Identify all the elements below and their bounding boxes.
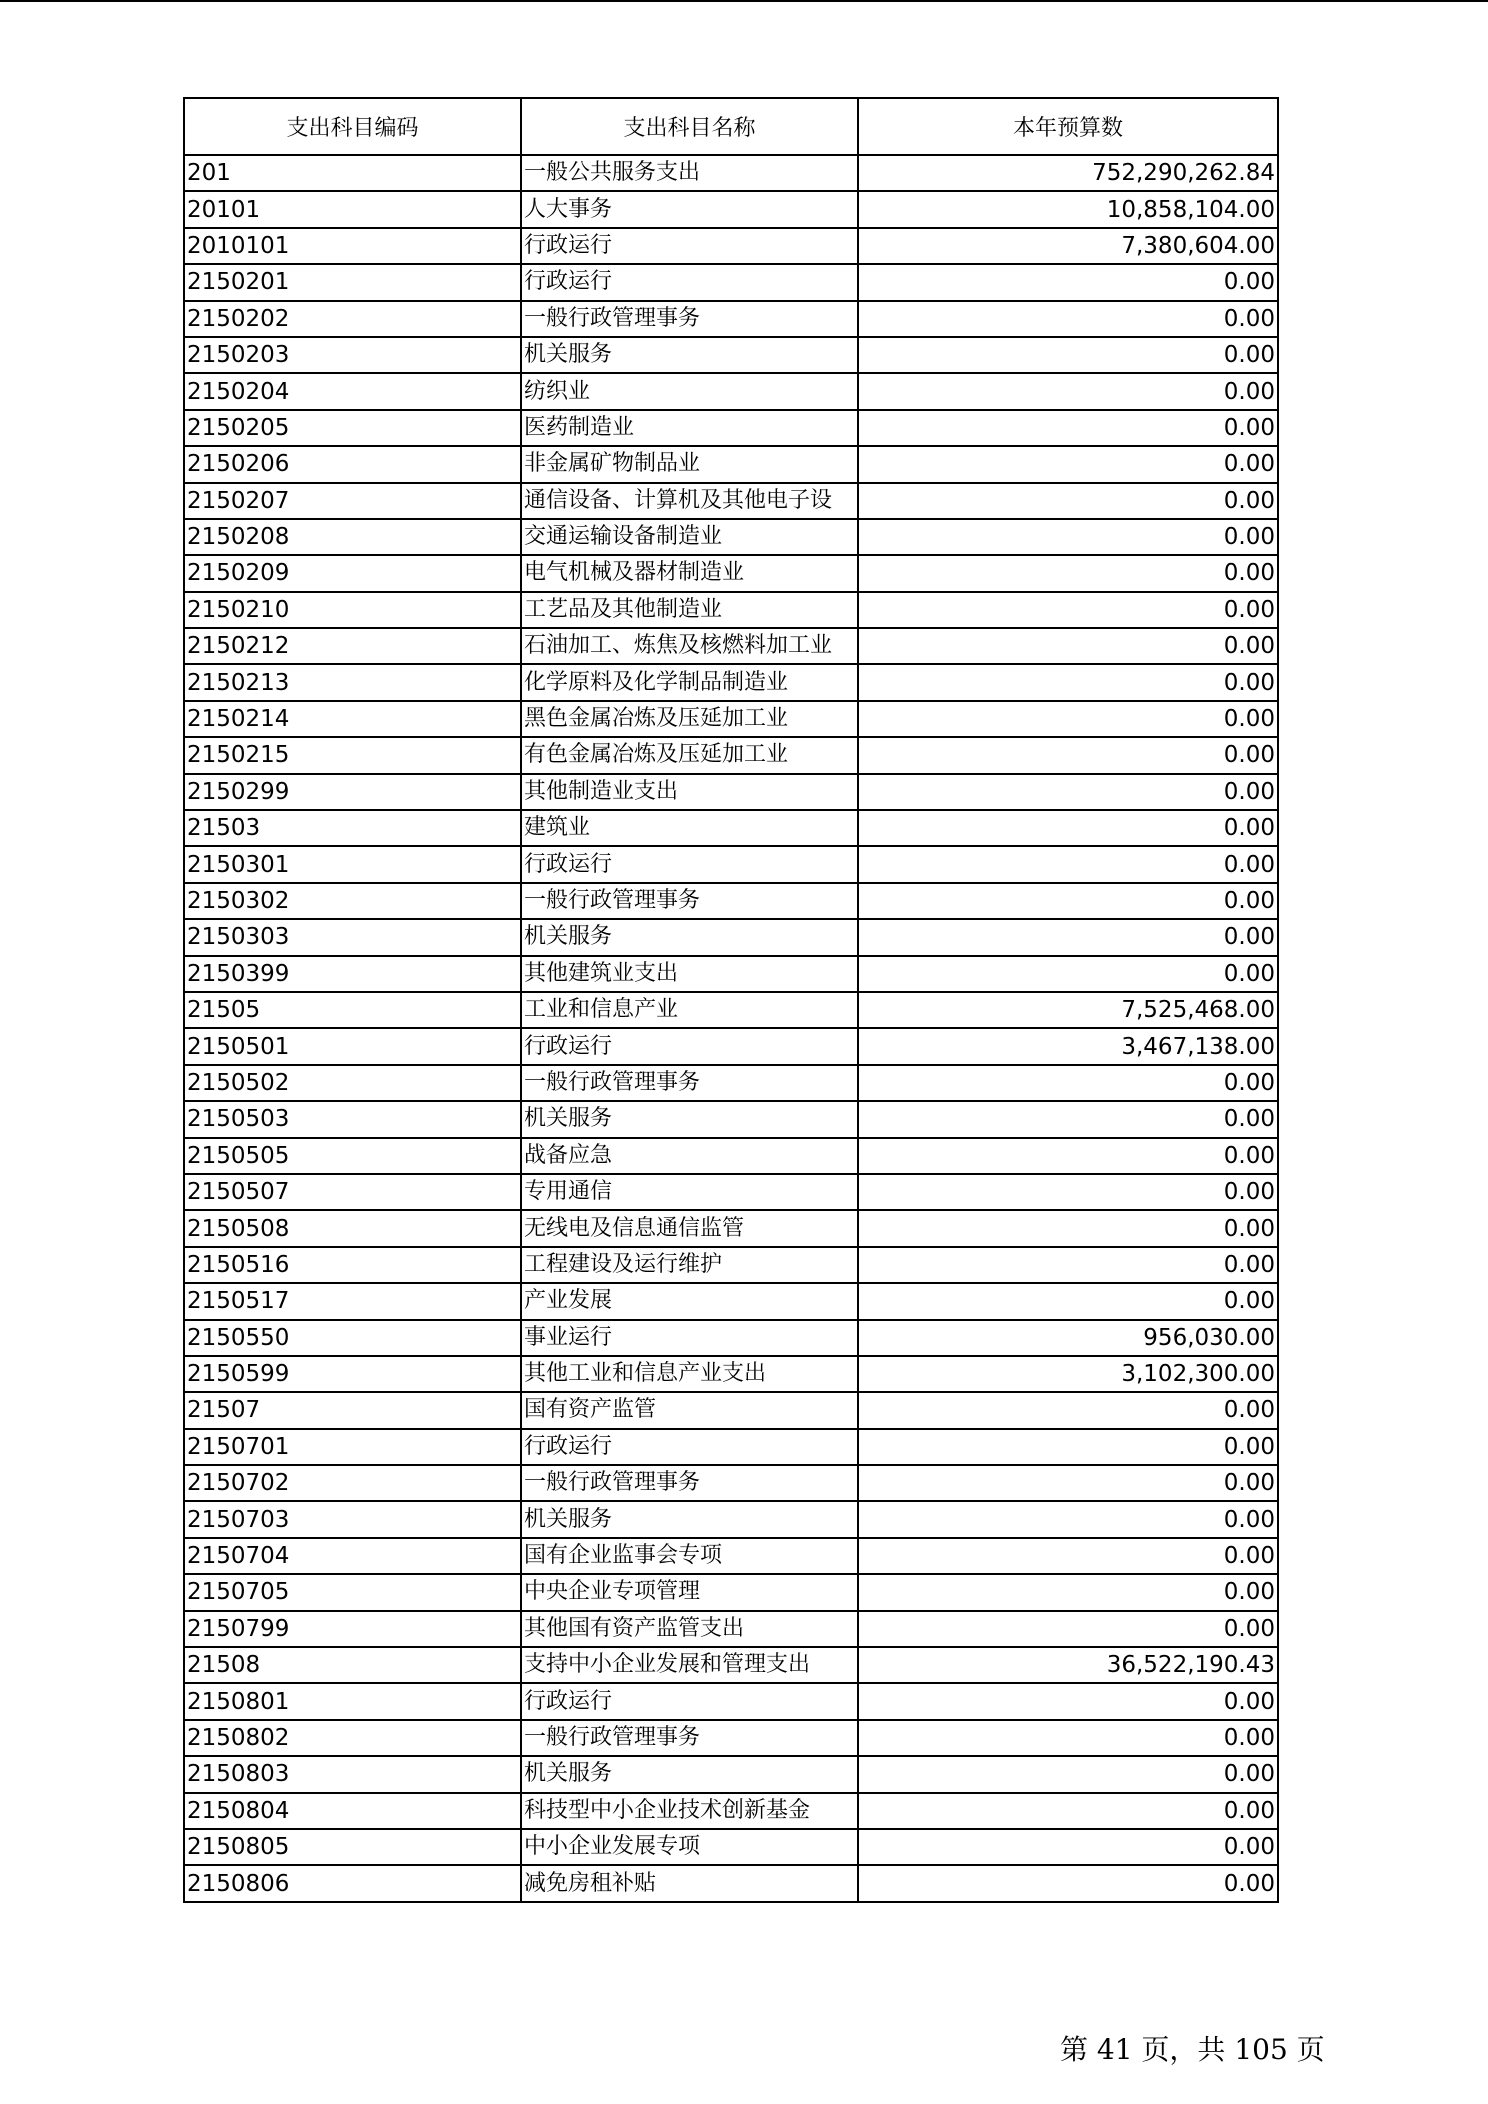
code-cell: 2150501 xyxy=(184,1028,521,1064)
amount-cell: 0.00 xyxy=(858,883,1278,919)
table-row xyxy=(184,1320,1278,1356)
name-cell: 机关服务 xyxy=(521,1756,858,1792)
amount-cell: 0.00 xyxy=(858,664,1278,700)
table-row xyxy=(184,483,1278,519)
name-cell: 一般行政管理事务 xyxy=(521,301,858,337)
amount-cell: 0.00 xyxy=(858,446,1278,482)
code-cell: 2150705 xyxy=(184,1574,521,1610)
name-cell: 一般行政管理事务 xyxy=(521,1720,858,1756)
amount-cell: 0.00 xyxy=(858,919,1278,955)
table-row xyxy=(184,1793,1278,1829)
amount-cell: 0.00 xyxy=(858,592,1278,628)
table-row xyxy=(184,1647,1278,1683)
table-row xyxy=(184,1065,1278,1101)
amount-cell: 3,102,300.00 xyxy=(858,1356,1278,1392)
name-cell: 一般行政管理事务 xyxy=(521,1465,858,1501)
name-cell: 行政运行 xyxy=(521,1683,858,1719)
amount-cell: 0.00 xyxy=(858,701,1278,737)
name-cell: 黑色金属冶炼及压延加工业 xyxy=(521,701,858,737)
code-cell: 2150508 xyxy=(184,1210,521,1246)
name-cell: 中央企业专项管理 xyxy=(521,1574,858,1610)
code-cell: 2150516 xyxy=(184,1247,521,1283)
name-cell: 行政运行 xyxy=(521,1429,858,1465)
table-row xyxy=(184,846,1278,882)
name-cell: 其他制造业支出 xyxy=(521,774,858,810)
header-code: 支出科目编码 xyxy=(184,98,521,155)
amount-cell: 0.00 xyxy=(858,737,1278,773)
amount-cell: 36,522,190.43 xyxy=(858,1647,1278,1683)
code-cell: 2150507 xyxy=(184,1174,521,1210)
code-cell: 2150205 xyxy=(184,410,521,446)
amount-cell: 0.00 xyxy=(858,1683,1278,1719)
code-cell: 2150703 xyxy=(184,1501,521,1537)
amount-cell: 0.00 xyxy=(858,846,1278,882)
amount-cell: 0.00 xyxy=(858,1501,1278,1537)
code-cell: 2150202 xyxy=(184,301,521,337)
name-cell: 减免房租补贴 xyxy=(521,1865,858,1901)
code-cell: 2010101 xyxy=(184,228,521,264)
amount-cell: 0.00 xyxy=(858,373,1278,409)
name-cell: 国有企业监事会专项 xyxy=(521,1538,858,1574)
amount-cell: 0.00 xyxy=(858,1138,1278,1174)
code-cell: 2150303 xyxy=(184,919,521,955)
amount-cell: 0.00 xyxy=(858,1392,1278,1428)
table-row xyxy=(184,1574,1278,1610)
code-cell: 21503 xyxy=(184,810,521,846)
code-cell: 2150214 xyxy=(184,701,521,737)
code-cell: 21508 xyxy=(184,1647,521,1683)
amount-cell: 0.00 xyxy=(858,774,1278,810)
name-cell: 产业发展 xyxy=(521,1283,858,1319)
table-row xyxy=(184,1028,1278,1064)
amount-cell: 0.00 xyxy=(858,337,1278,373)
name-cell: 电气机械及器材制造业 xyxy=(521,555,858,591)
table-row xyxy=(184,737,1278,773)
table-row xyxy=(184,228,1278,264)
table-row xyxy=(184,1501,1278,1537)
table-row xyxy=(184,1247,1278,1283)
amount-cell: 0.00 xyxy=(858,1429,1278,1465)
amount-cell: 0.00 xyxy=(858,956,1278,992)
amount-cell: 0.00 xyxy=(858,264,1278,300)
code-cell: 2150210 xyxy=(184,592,521,628)
table-row xyxy=(184,1465,1278,1501)
table-row xyxy=(184,1101,1278,1137)
table-row xyxy=(184,301,1278,337)
amount-cell: 0.00 xyxy=(858,555,1278,591)
table-row xyxy=(184,1720,1278,1756)
table-row xyxy=(184,701,1278,737)
table-row xyxy=(184,810,1278,846)
code-cell: 2150301 xyxy=(184,846,521,882)
code-cell: 2150503 xyxy=(184,1101,521,1137)
amount-cell: 0.00 xyxy=(858,1865,1278,1901)
code-cell: 2150208 xyxy=(184,519,521,555)
table-row xyxy=(184,1865,1278,1901)
name-cell: 机关服务 xyxy=(521,337,858,373)
name-cell: 中小企业发展专项 xyxy=(521,1829,858,1865)
name-cell: 纺织业 xyxy=(521,373,858,409)
code-cell: 21507 xyxy=(184,1392,521,1428)
amount-cell: 0.00 xyxy=(858,301,1278,337)
amount-cell: 0.00 xyxy=(858,1574,1278,1610)
amount-cell: 0.00 xyxy=(858,1065,1278,1101)
table-row xyxy=(184,1611,1278,1647)
code-cell: 2150204 xyxy=(184,373,521,409)
amount-cell: 0.00 xyxy=(858,810,1278,846)
name-cell: 石油加工、炼焦及核燃料加工业 xyxy=(521,628,858,664)
amount-cell: 0.00 xyxy=(858,628,1278,664)
table-row xyxy=(184,446,1278,482)
table-row xyxy=(184,1683,1278,1719)
amount-cell: 0.00 xyxy=(858,410,1278,446)
code-cell: 2150302 xyxy=(184,883,521,919)
table-row xyxy=(184,992,1278,1028)
name-cell: 行政运行 xyxy=(521,1028,858,1064)
code-cell: 2150213 xyxy=(184,664,521,700)
code-cell: 2150801 xyxy=(184,1683,521,1719)
code-cell: 2150206 xyxy=(184,446,521,482)
table-row xyxy=(184,1356,1278,1392)
amount-cell: 752,290,262.84 xyxy=(858,155,1278,191)
code-cell: 2150212 xyxy=(184,628,521,664)
name-cell: 工艺品及其他制造业 xyxy=(521,592,858,628)
name-cell: 机关服务 xyxy=(521,1501,858,1537)
table-row xyxy=(184,1429,1278,1465)
code-cell: 2150803 xyxy=(184,1756,521,1792)
name-cell: 无线电及信息通信监管 xyxy=(521,1210,858,1246)
name-cell: 人大事务 xyxy=(521,191,858,227)
name-cell: 国有资产监管 xyxy=(521,1392,858,1428)
table-row xyxy=(184,774,1278,810)
name-cell: 化学原料及化学制品制造业 xyxy=(521,664,858,700)
name-cell: 专用通信 xyxy=(521,1174,858,1210)
table-row xyxy=(184,519,1278,555)
code-cell: 2150299 xyxy=(184,774,521,810)
amount-cell: 956,030.00 xyxy=(858,1320,1278,1356)
name-cell: 建筑业 xyxy=(521,810,858,846)
code-cell: 2150599 xyxy=(184,1356,521,1392)
page-number: 第 41 页，共 105 页 xyxy=(1060,2033,1325,2066)
name-cell: 医药制造业 xyxy=(521,410,858,446)
table-row xyxy=(184,373,1278,409)
code-cell: 2150805 xyxy=(184,1829,521,1865)
name-cell: 交通运输设备制造业 xyxy=(521,519,858,555)
amount-cell: 0.00 xyxy=(858,1247,1278,1283)
code-cell: 2150215 xyxy=(184,737,521,773)
table-row xyxy=(184,919,1278,955)
amount-cell: 3,467,138.00 xyxy=(858,1028,1278,1064)
amount-cell: 7,525,468.00 xyxy=(858,992,1278,1028)
code-cell: 2150701 xyxy=(184,1429,521,1465)
table-row xyxy=(184,1829,1278,1865)
table-row xyxy=(184,1174,1278,1210)
code-cell: 2150804 xyxy=(184,1793,521,1829)
name-cell: 行政运行 xyxy=(521,846,858,882)
amount-cell: 0.00 xyxy=(858,1611,1278,1647)
table-row xyxy=(184,264,1278,300)
code-cell: 2150502 xyxy=(184,1065,521,1101)
table-row xyxy=(184,664,1278,700)
code-cell: 2150505 xyxy=(184,1138,521,1174)
table-row xyxy=(184,191,1278,227)
amount-cell: 0.00 xyxy=(858,1793,1278,1829)
name-cell: 工业和信息产业 xyxy=(521,992,858,1028)
name-cell: 事业运行 xyxy=(521,1320,858,1356)
amount-cell: 7,380,604.00 xyxy=(858,228,1278,264)
code-cell: 2150209 xyxy=(184,555,521,591)
name-cell: 一般行政管理事务 xyxy=(521,883,858,919)
amount-cell: 10,858,104.00 xyxy=(858,191,1278,227)
table-row xyxy=(184,628,1278,664)
budget-table xyxy=(183,97,1279,1903)
table-row xyxy=(184,337,1278,373)
name-cell: 其他国有资产监管支出 xyxy=(521,1611,858,1647)
code-cell: 201 xyxy=(184,155,521,191)
table-row xyxy=(184,1210,1278,1246)
code-cell: 2150806 xyxy=(184,1865,521,1901)
amount-cell: 0.00 xyxy=(858,1283,1278,1319)
table-header-row xyxy=(184,98,1278,155)
header-name: 支出科目名称 xyxy=(521,98,858,155)
amount-cell: 0.00 xyxy=(858,1210,1278,1246)
name-cell: 工程建设及运行维护 xyxy=(521,1247,858,1283)
name-cell: 一般公共服务支出 xyxy=(521,155,858,191)
name-cell: 一般行政管理事务 xyxy=(521,1065,858,1101)
code-cell: 2150399 xyxy=(184,956,521,992)
top-border-line xyxy=(0,0,1488,2)
table-row xyxy=(184,1538,1278,1574)
code-cell: 2150207 xyxy=(184,483,521,519)
code-cell: 21505 xyxy=(184,992,521,1028)
table-row xyxy=(184,410,1278,446)
name-cell: 其他工业和信息产业支出 xyxy=(521,1356,858,1392)
table-row xyxy=(184,1392,1278,1428)
table-row xyxy=(184,1756,1278,1792)
code-cell: 20101 xyxy=(184,191,521,227)
amount-cell: 0.00 xyxy=(858,519,1278,555)
name-cell: 机关服务 xyxy=(521,1101,858,1137)
table-row xyxy=(184,883,1278,919)
code-cell: 2150799 xyxy=(184,1611,521,1647)
name-cell: 科技型中小企业技术创新基金 xyxy=(521,1793,858,1829)
name-cell: 行政运行 xyxy=(521,228,858,264)
name-cell: 通信设备、计算机及其他电子设 xyxy=(521,483,858,519)
name-cell: 有色金属冶炼及压延加工业 xyxy=(521,737,858,773)
table-row xyxy=(184,592,1278,628)
header-amount: 本年预算数 xyxy=(858,98,1278,155)
name-cell: 战备应急 xyxy=(521,1138,858,1174)
amount-cell: 0.00 xyxy=(858,483,1278,519)
code-cell: 2150550 xyxy=(184,1320,521,1356)
amount-cell: 0.00 xyxy=(858,1465,1278,1501)
table-body xyxy=(184,155,1278,1902)
code-cell: 2150201 xyxy=(184,264,521,300)
amount-cell: 0.00 xyxy=(858,1101,1278,1137)
amount-cell: 0.00 xyxy=(858,1720,1278,1756)
code-cell: 2150517 xyxy=(184,1283,521,1319)
code-cell: 2150704 xyxy=(184,1538,521,1574)
table-row xyxy=(184,1138,1278,1174)
name-cell: 行政运行 xyxy=(521,264,858,300)
amount-cell: 0.00 xyxy=(858,1756,1278,1792)
amount-cell: 0.00 xyxy=(858,1829,1278,1865)
name-cell: 其他建筑业支出 xyxy=(521,956,858,992)
table-row xyxy=(184,555,1278,591)
table-row xyxy=(184,956,1278,992)
table-row xyxy=(184,155,1278,191)
amount-cell: 0.00 xyxy=(858,1538,1278,1574)
name-cell: 支持中小企业发展和管理支出 xyxy=(521,1647,858,1683)
table-row xyxy=(184,1283,1278,1319)
amount-cell: 0.00 xyxy=(858,1174,1278,1210)
name-cell: 非金属矿物制品业 xyxy=(521,446,858,482)
code-cell: 2150203 xyxy=(184,337,521,373)
name-cell: 机关服务 xyxy=(521,919,858,955)
code-cell: 2150702 xyxy=(184,1465,521,1501)
code-cell: 2150802 xyxy=(184,1720,521,1756)
